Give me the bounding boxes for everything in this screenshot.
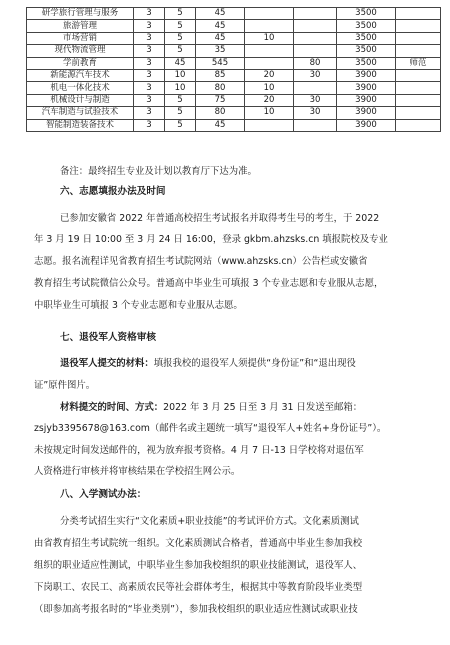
table-cell: 5	[165, 8, 196, 20]
table-cell: 3	[134, 32, 165, 44]
table-cell	[294, 45, 337, 57]
table-cell: 80	[196, 82, 245, 94]
table-cell	[396, 82, 441, 94]
section-8-line: 由省教育招生考试院统一组织。文化素质测试合格者，普通高中毕业生参加我校	[34, 538, 363, 549]
table-cell: 20	[245, 69, 294, 81]
table-cell	[245, 20, 294, 32]
table-cell: 85	[196, 69, 245, 81]
table-cell: 3900	[337, 119, 396, 131]
table-cell: 3	[134, 57, 165, 69]
table-cell: 20	[245, 94, 294, 106]
major-name-cell: 机电一体化技术	[27, 82, 134, 94]
table-cell: 3	[134, 45, 165, 57]
major-name-cell: 旅游管理	[27, 20, 134, 32]
table-cell: 3	[134, 82, 165, 94]
table-cell	[396, 45, 441, 57]
table-cell	[396, 20, 441, 32]
table-cell: 3900	[337, 82, 396, 94]
section-7-time-line	[60, 399, 362, 413]
table-cell: 5	[165, 107, 196, 119]
section-8-line: 分类考试招生实行“文化素质+职业技能”的考试评价方式。文化素质测试	[60, 516, 359, 527]
table-cell	[294, 32, 337, 44]
table-cell	[294, 20, 337, 32]
table-cell: 5	[165, 32, 196, 44]
section-7-materials-line: 证”原件图片。	[34, 380, 96, 391]
table-cell: 3500	[337, 57, 396, 69]
table-cell: 5	[165, 45, 196, 57]
table-row	[27, 45, 441, 57]
table-cell: 45	[196, 119, 245, 131]
table-cell: 3900	[337, 69, 396, 81]
table-note: 备注：最终招生专业及计划以教育厅下达为准。	[60, 166, 257, 177]
table-cell: 3900	[337, 94, 396, 106]
table-cell	[396, 69, 441, 81]
section-7-materials-line	[60, 355, 356, 369]
section-8-line: 组织的职业适应性测试，中职毕业生参加我校组织的职业技能测试，退役军人、	[34, 560, 363, 571]
table-cell: 80	[294, 57, 337, 69]
table-cell: 师范	[396, 57, 441, 69]
table-row	[27, 57, 441, 69]
table-cell	[396, 8, 441, 20]
materials-label: 退役军人提交的材料：	[60, 358, 154, 369]
table-cell: 45	[165, 57, 196, 69]
table-row	[27, 32, 441, 44]
section-6-line: 中职毕业生可填报 3 个专业志愿和专业服从志愿。	[34, 300, 243, 311]
table-cell: 3	[134, 107, 165, 119]
table-cell: 3	[134, 20, 165, 32]
table-row	[27, 107, 441, 119]
table-cell: 45	[196, 8, 245, 20]
section-8-line: （即参加高考报名时的“毕业类别”），参加我校组织的职业适应性测试或职业技	[34, 604, 358, 615]
section-7-heading: 七、退役军人资格审核	[60, 332, 156, 343]
table-row	[27, 94, 441, 106]
table-cell: 75	[196, 94, 245, 106]
table-cell: 45	[196, 20, 245, 32]
major-name-cell: 智能制造装备技术	[27, 119, 134, 131]
materials-text: 填报我校的退役军人须提供“身份证”和“退出现役	[153, 358, 356, 369]
table-cell: 3	[134, 94, 165, 106]
table-cell: 10	[245, 32, 294, 44]
table-cell: 10	[165, 69, 196, 81]
table-cell	[396, 119, 441, 131]
table-cell	[245, 57, 294, 69]
table-cell: 3	[134, 119, 165, 131]
major-name-cell: 新能源汽车技术	[27, 69, 134, 81]
table-cell: 5	[165, 94, 196, 106]
table-cell: 3500	[337, 32, 396, 44]
section-6-heading: 六、志愿填报办法及时间	[60, 186, 166, 197]
section-8-line: 下岗职工、农民工、高素质农民等社会群体考生，根据其中等教育阶段毕业类型	[34, 582, 363, 593]
table-row	[27, 20, 441, 32]
section-7-time-line: 人资格进行审核并将审核结果在学校招生网公示。	[34, 466, 241, 477]
table-row	[27, 8, 441, 20]
table-cell	[396, 94, 441, 106]
table-cell	[245, 45, 294, 57]
table-cell: 3	[134, 69, 165, 81]
table-cell: 545	[196, 57, 245, 69]
table-cell	[396, 107, 441, 119]
major-name-cell: 研学旅行管理与服务	[27, 8, 134, 20]
table-cell: 3500	[337, 45, 396, 57]
time-label: 材料提交的时间、方式：	[60, 402, 164, 413]
table-cell: 45	[196, 32, 245, 44]
table-row	[27, 69, 441, 81]
table-cell: 30	[294, 69, 337, 81]
table-cell: 3500	[337, 8, 396, 20]
section-7-time-line: zsjyb3395678@163.com（邮件名或主题统一填写“退役军人+姓名+身份证号”）。	[34, 423, 387, 434]
table-cell: 3900	[337, 107, 396, 119]
table-cell: 5	[165, 119, 196, 131]
table-cell: 10	[245, 82, 294, 94]
table-cell	[245, 119, 294, 131]
table-cell	[294, 119, 337, 131]
major-name-cell: 市场营销	[27, 32, 134, 44]
major-name-cell: 汽车制造与试验技术	[27, 107, 134, 119]
section-6-line: 教育招生考试院微信公众号。普通高中毕业生可填报 3 个专业志愿和专业服从志愿，	[34, 278, 384, 289]
section-7-time-line: 未按规定时间发送邮件的，视为放弃报考资格。4 月 7 日-13 日学校将对退伍军	[34, 445, 364, 456]
table-cell	[245, 8, 294, 20]
table-cell: 80	[196, 107, 245, 119]
table-cell: 10	[245, 107, 294, 119]
enrollment-plan-table	[26, 7, 441, 132]
section-6-line: 志愿。报名流程详见省教育招生考试院网站（www.ahzsks.cn）公告栏或安徽省	[34, 256, 368, 267]
table-cell	[396, 32, 441, 44]
table-row	[27, 82, 441, 94]
table-row	[27, 119, 441, 131]
table-cell: 35	[196, 45, 245, 57]
table-cell	[294, 8, 337, 20]
time-text: 2022 年 3 月 25 日至 3 月 31 日发送至邮箱：	[163, 402, 363, 413]
table-cell: 30	[294, 94, 337, 106]
section-8-heading: 八、入学测试办法：	[60, 489, 147, 500]
table-cell: 3500	[337, 20, 396, 32]
table-cell: 30	[294, 107, 337, 119]
table-cell: 5	[165, 20, 196, 32]
table-cell: 3	[134, 8, 165, 20]
major-name-cell: 现代物流管理	[27, 45, 134, 57]
section-6-line: 年 3 月 19 日 10:00 至 3 月 24 日 16:00，登录 gkbm.ahzsks.cn 填报院校及专业	[34, 234, 388, 245]
major-name-cell: 学前教育	[27, 57, 134, 69]
major-name-cell: 机械设计与制造	[27, 94, 134, 106]
table-cell	[294, 82, 337, 94]
section-6-line: 已参加安徽省 2022 年普通高校招生考试报名并取得考生号的考生，于 2022	[60, 213, 380, 224]
table-cell: 10	[165, 82, 196, 94]
